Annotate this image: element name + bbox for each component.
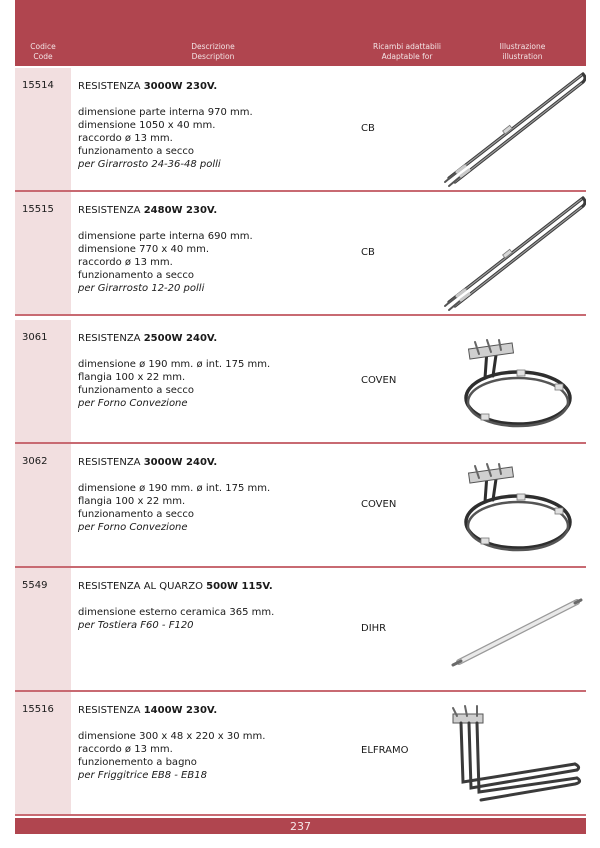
circular-heating-element-icon xyxy=(435,444,586,566)
header-code-it: Codice xyxy=(30,42,56,51)
spec-line: dimensione ø 190 mm. ø int. 175 mm. xyxy=(78,359,271,370)
product-code: 15516 xyxy=(22,704,54,715)
product-title-prefix: RESISTENZA xyxy=(78,333,144,344)
quartz-tube-element-icon xyxy=(435,568,586,690)
product-title xyxy=(78,332,348,345)
header-illustration-it: Illustrazione xyxy=(499,42,546,51)
product-title-prefix: RESISTENZA AL QUARZO xyxy=(78,581,207,592)
product-description xyxy=(78,80,348,171)
usage-note: per Forno Convezione xyxy=(78,522,188,533)
spec-line: dimensione esterno ceramica 365 mm. xyxy=(78,607,275,618)
product-row xyxy=(15,68,586,190)
adaptable-for: ELFRAMO xyxy=(361,745,409,756)
spec-line: funzionamento a secco xyxy=(78,270,195,281)
page-number: 237 xyxy=(290,820,311,833)
product-description xyxy=(78,456,348,534)
product-rating: 1400W 230V. xyxy=(143,705,218,716)
product-specs xyxy=(78,358,348,410)
product-row xyxy=(15,192,586,314)
header-adaptable-en: Adaptable for xyxy=(381,51,433,61)
product-title xyxy=(78,580,348,593)
product-specs xyxy=(78,606,348,632)
spec-line: funzionamento a secco xyxy=(78,146,195,157)
adaptable-for: COVEN xyxy=(361,499,397,510)
spec-line: flangia 100 x 22 mm. xyxy=(78,372,186,383)
product-title xyxy=(78,204,348,217)
usage-note: per Girarrosto 24-36-48 polli xyxy=(78,159,221,170)
spec-line: raccordo ø 13 mm. xyxy=(78,257,173,268)
product-specs xyxy=(78,230,348,295)
usage-note: per Tostiera F60 - F120 xyxy=(78,620,194,631)
adaptable-for: COVEN xyxy=(361,375,397,386)
code-cell xyxy=(15,320,71,442)
straight-heating-element-icon xyxy=(435,68,586,190)
code-cell xyxy=(15,444,71,566)
product-title-prefix: RESISTENZA xyxy=(78,705,144,716)
product-code: 15515 xyxy=(22,204,54,215)
spec-line: flangia 100 x 22 mm. xyxy=(78,496,186,507)
product-title xyxy=(78,456,348,469)
header-code xyxy=(15,42,71,61)
circular-heating-element-icon xyxy=(435,320,586,442)
code-cell xyxy=(15,692,71,814)
product-title xyxy=(78,704,348,717)
usage-note: per Friggitrice EB8 - EB18 xyxy=(78,770,207,781)
adaptable-for: CB xyxy=(361,247,375,258)
spec-line: dimensione ø 190 mm. ø int. 175 mm. xyxy=(78,483,271,494)
product-rating: 2500W 240V. xyxy=(143,333,218,344)
spec-line: funzionamento a secco xyxy=(78,509,195,520)
spec-line: funzionemento a bagno xyxy=(78,757,197,768)
header-adaptable xyxy=(355,42,459,61)
header-illustration-en: illustration xyxy=(502,51,543,61)
product-specs xyxy=(78,482,348,534)
product-row xyxy=(15,444,586,566)
product-code: 3061 xyxy=(22,332,48,343)
header-description-it: Descrizione xyxy=(191,42,235,51)
product-row xyxy=(15,320,586,442)
usage-note: per Forno Convezione xyxy=(78,398,188,409)
product-code: 5549 xyxy=(22,580,48,591)
code-cell xyxy=(15,568,71,690)
header-illustration xyxy=(459,42,586,61)
product-description xyxy=(78,704,348,782)
spec-line: dimensione 1050 x 40 mm. xyxy=(78,120,216,131)
header-adaptable-it: Ricambi adattabili xyxy=(373,42,441,51)
spec-line: raccordo ø 13 mm. xyxy=(78,133,173,144)
code-cell xyxy=(15,68,71,190)
product-description xyxy=(78,204,348,295)
header-description xyxy=(71,42,355,61)
product-description xyxy=(78,332,348,410)
product-rating: 500W 115V. xyxy=(206,581,273,592)
spec-line: funzionamento a secco xyxy=(78,385,195,396)
product-row xyxy=(15,568,586,690)
product-rating: 2480W 230V. xyxy=(143,205,218,216)
product-title-prefix: RESISTENZA xyxy=(78,457,144,468)
product-code: 15514 xyxy=(22,80,54,91)
product-code: 3062 xyxy=(22,456,48,467)
spec-line: dimensione parte interna 690 mm. xyxy=(78,231,253,242)
adaptable-for: CB xyxy=(361,123,375,134)
code-cell xyxy=(15,192,71,314)
spec-line: dimensione 770 x 40 mm. xyxy=(78,244,210,255)
product-description xyxy=(78,580,348,632)
header-description-en: Description xyxy=(191,51,235,61)
product-title xyxy=(78,80,348,93)
fryer-heating-element-icon xyxy=(435,692,586,814)
table-header xyxy=(15,0,586,66)
product-row xyxy=(15,692,586,814)
product-specs xyxy=(78,106,348,171)
product-title-prefix: RESISTENZA xyxy=(78,205,144,216)
page-footer xyxy=(15,818,586,834)
product-title-prefix: RESISTENZA xyxy=(78,81,144,92)
row-divider xyxy=(15,314,586,316)
row-divider xyxy=(15,814,586,816)
adaptable-for: DIHR xyxy=(361,623,387,634)
spec-line: dimensione 300 x 48 x 220 x 30 mm. xyxy=(78,731,266,742)
product-specs xyxy=(78,730,348,782)
straight-heating-element-icon xyxy=(435,192,586,314)
product-rating: 3000W 240V. xyxy=(143,457,218,468)
spec-line: raccordo ø 13 mm. xyxy=(78,744,173,755)
spec-line: dimensione parte interna 970 mm. xyxy=(78,107,253,118)
header-code-en: Code xyxy=(33,51,53,61)
usage-note: per Girarrosto 12-20 polli xyxy=(78,283,205,294)
product-rating: 3000W 230V. xyxy=(143,81,218,92)
